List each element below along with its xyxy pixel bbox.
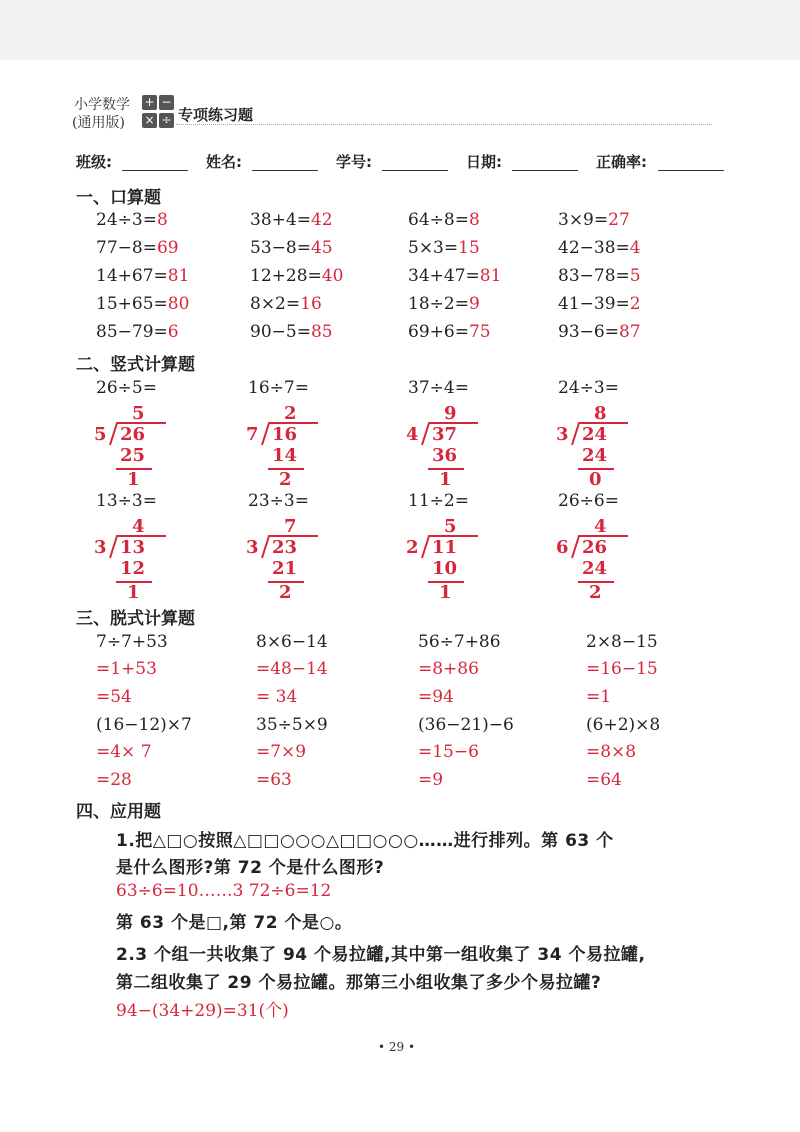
question-text: 18÷2= <box>408 294 469 314</box>
dividend: 11 <box>432 537 458 558</box>
remainder: 2 <box>589 582 602 603</box>
product: 14 <box>272 445 298 466</box>
step-2: =64 <box>586 770 622 790</box>
long-division-work <box>556 404 646 496</box>
quotient: 2 <box>284 403 297 424</box>
step-1: =48−14 <box>256 659 328 679</box>
mental-math-item <box>408 266 501 286</box>
step-2: =28 <box>96 770 132 790</box>
problem-2-answer: 94−(34+29)=31(个) <box>116 1001 289 1021</box>
question-text: 12+28= <box>250 266 322 286</box>
answer-text: 8 <box>156 210 168 230</box>
class-blank <box>122 170 188 171</box>
product: 10 <box>432 558 458 579</box>
answer-text: 8 <box>468 210 480 230</box>
product: 36 <box>432 445 458 466</box>
answer-text: 85 <box>310 322 333 342</box>
step-1: =4× 7 <box>96 742 152 762</box>
mental-math-item <box>408 210 480 230</box>
answer-text: 4 <box>629 238 641 258</box>
answer-text: 81 <box>167 266 190 286</box>
mental-math-item <box>250 238 333 258</box>
problem-2-text-line1: 2.3 个组一共收集了 94 个易拉罐,其中第一组收集了 34 个易拉罐, <box>116 945 646 965</box>
divisor: 6 <box>556 537 569 558</box>
quotient: 4 <box>132 516 145 537</box>
section-3-title: 三、脱式计算题 <box>76 609 195 629</box>
divisor: 3 <box>556 424 569 445</box>
dividend: 13 <box>120 537 146 558</box>
mental-math-item <box>250 266 343 286</box>
problem-1-text-line2: 是什么图形?第 72 个是什么图形? <box>116 858 385 878</box>
remainder: 1 <box>439 582 452 603</box>
mental-math-item <box>408 294 480 314</box>
question-text: 77−8= <box>96 238 157 258</box>
header-divider <box>176 124 712 125</box>
question-text: 64÷8= <box>408 210 469 230</box>
section-2-title: 二、竖式计算题 <box>76 355 195 375</box>
mental-math-item <box>96 266 189 286</box>
remainder: 2 <box>279 582 292 603</box>
expression: 8×6−14 <box>256 632 328 652</box>
product: 21 <box>272 558 298 579</box>
mental-math-item <box>408 322 491 342</box>
dividend: 26 <box>582 537 608 558</box>
remainder: 1 <box>127 582 140 603</box>
question-text: 53−8= <box>250 238 311 258</box>
remainder: 1 <box>439 469 452 490</box>
times-icon: × <box>142 113 157 128</box>
remainder: 2 <box>279 469 292 490</box>
divisor: 3 <box>246 537 259 558</box>
expression: 7÷7+53 <box>96 632 168 652</box>
dividend: 37 <box>432 424 458 445</box>
expression: 56÷7+86 <box>418 632 501 652</box>
question-text: 14+67= <box>96 266 168 286</box>
step-1: =8×8 <box>586 742 637 762</box>
step-1: =16−15 <box>586 659 658 679</box>
question-text: 85−79= <box>96 322 168 342</box>
answer-text: 75 <box>468 322 491 342</box>
step-2: =54 <box>96 687 132 707</box>
division-question: 23÷3= <box>248 491 309 511</box>
math-operations-logo <box>142 95 174 129</box>
section-4-title: 四、应用题 <box>76 802 161 822</box>
divisor: 7 <box>246 424 259 445</box>
top-gray-band <box>0 0 800 60</box>
product: 25 <box>120 445 146 466</box>
answer-text: 87 <box>618 322 641 342</box>
series-edition: (通用版) <box>72 115 125 131</box>
divisor: 2 <box>406 537 419 558</box>
question-text: 24÷3= <box>96 210 157 230</box>
quotient: 5 <box>132 403 145 424</box>
division-question: 16÷7= <box>248 378 309 398</box>
answer-text: 15 <box>458 238 480 258</box>
quotient: 7 <box>284 516 297 537</box>
long-division-work <box>94 517 184 609</box>
long-division-work <box>246 517 336 609</box>
mental-math-item <box>96 210 168 230</box>
long-division-work <box>406 517 496 609</box>
expression: 2×8−15 <box>586 632 658 652</box>
problem-1-answer-text: 第 63 个是□,第 72 个是○。 <box>116 913 353 933</box>
division-question: 26÷5= <box>96 378 157 398</box>
long-division-work <box>406 404 496 496</box>
question-text: 90−5= <box>250 322 311 342</box>
expression: (16−12)×7 <box>96 715 192 735</box>
divide-icon: ÷ <box>159 113 174 128</box>
question-text: 15+65= <box>96 294 168 314</box>
mental-math-item <box>558 238 641 258</box>
mental-math-item <box>96 294 189 314</box>
question-text: 5×3= <box>408 238 459 258</box>
step-2: =1 <box>586 687 612 707</box>
plus-icon: + <box>142 95 157 110</box>
problem-2-text-line2: 第二组收集了 29 个易拉罐。那第三小组收集了多少个易拉罐? <box>116 973 602 993</box>
question-text: 42−38= <box>558 238 630 258</box>
divisor: 3 <box>94 537 107 558</box>
problem-1-text-line1: 1.把△□○按照△□□○○○△□□○○○……进行排列。第 63 个 <box>116 831 614 851</box>
student-id-label: 学号: <box>336 153 372 171</box>
dividend: 23 <box>272 537 298 558</box>
dividend: 24 <box>582 424 608 445</box>
division-question: 37÷4= <box>408 378 469 398</box>
remainder: 1 <box>127 469 140 490</box>
page-number: • 29 • <box>378 1040 416 1054</box>
answer-text: 81 <box>479 266 502 286</box>
accuracy-label: 正确率: <box>596 153 647 171</box>
answer-text: 40 <box>321 266 344 286</box>
question-text: 8×2= <box>250 294 301 314</box>
division-question: 13÷3= <box>96 491 157 511</box>
expression: (36−21)−6 <box>418 715 514 735</box>
answer-text: 42 <box>310 210 333 230</box>
accuracy-blank <box>658 170 724 171</box>
mental-math-item <box>558 322 641 342</box>
mental-math-item <box>558 294 641 314</box>
step-2: = 34 <box>256 687 298 707</box>
product: 24 <box>582 445 608 466</box>
name-label: 姓名: <box>206 153 242 171</box>
mental-math-item <box>250 210 333 230</box>
series-name: 小学数学 <box>74 97 130 113</box>
product: 12 <box>120 558 146 579</box>
question-text: 34+47= <box>408 266 480 286</box>
problem-1-answer-calc: 63÷6=10……3 72÷6=12 <box>116 881 332 901</box>
step-2: =63 <box>256 770 292 790</box>
step-2: =9 <box>418 770 444 790</box>
division-question: 24÷3= <box>558 378 619 398</box>
answer-text: 80 <box>167 294 190 314</box>
mental-math-item <box>250 322 333 342</box>
divisor: 5 <box>94 424 107 445</box>
long-division-work <box>556 517 646 609</box>
quotient: 5 <box>444 516 457 537</box>
question-text: 41−39= <box>558 294 630 314</box>
page-title: 专项练习题 <box>178 106 254 124</box>
expression: 35÷5×9 <box>256 715 328 735</box>
mental-math-item <box>558 266 641 286</box>
answer-text: 69 <box>156 238 179 258</box>
step-1: =1+53 <box>96 659 157 679</box>
class-label: 班级: <box>76 153 112 171</box>
date-blank <box>512 170 578 171</box>
mental-math-item <box>96 322 179 342</box>
remainder: 0 <box>589 469 602 490</box>
mental-math-item <box>96 238 179 258</box>
step-1: =15−6 <box>418 742 479 762</box>
answer-text: 5 <box>629 266 641 286</box>
mental-math-item <box>250 294 322 314</box>
step-1: =7×9 <box>256 742 307 762</box>
division-question: 11÷2= <box>408 491 469 511</box>
division-question: 26÷6= <box>558 491 619 511</box>
answer-text: 2 <box>629 294 641 314</box>
mental-math-item <box>558 210 630 230</box>
expression: (6+2)×8 <box>586 715 661 735</box>
student-id-blank <box>382 170 448 171</box>
question-text: 38+4= <box>250 210 311 230</box>
answer-text: 27 <box>608 210 630 230</box>
minus-icon: − <box>159 95 174 110</box>
quotient: 8 <box>594 403 607 424</box>
quotient: 4 <box>594 516 607 537</box>
answer-text: 45 <box>310 238 333 258</box>
answer-text: 9 <box>468 294 480 314</box>
step-2: =94 <box>418 687 454 707</box>
mental-math-item <box>408 238 480 258</box>
step-1: =8+86 <box>418 659 479 679</box>
product: 24 <box>582 558 608 579</box>
name-blank <box>252 170 318 171</box>
dividend: 26 <box>120 424 146 445</box>
question-text: 93−6= <box>558 322 619 342</box>
quotient: 9 <box>444 403 457 424</box>
section-1-title: 一、口算题 <box>76 188 161 208</box>
dividend: 16 <box>272 424 298 445</box>
long-division-work <box>246 404 336 496</box>
date-label: 日期: <box>466 153 502 171</box>
long-division-work <box>94 404 184 496</box>
question-text: 3×9= <box>558 210 609 230</box>
divisor: 4 <box>406 424 419 445</box>
answer-text: 6 <box>167 322 179 342</box>
question-text: 69+6= <box>408 322 469 342</box>
question-text: 83−78= <box>558 266 630 286</box>
answer-text: 16 <box>300 294 322 314</box>
